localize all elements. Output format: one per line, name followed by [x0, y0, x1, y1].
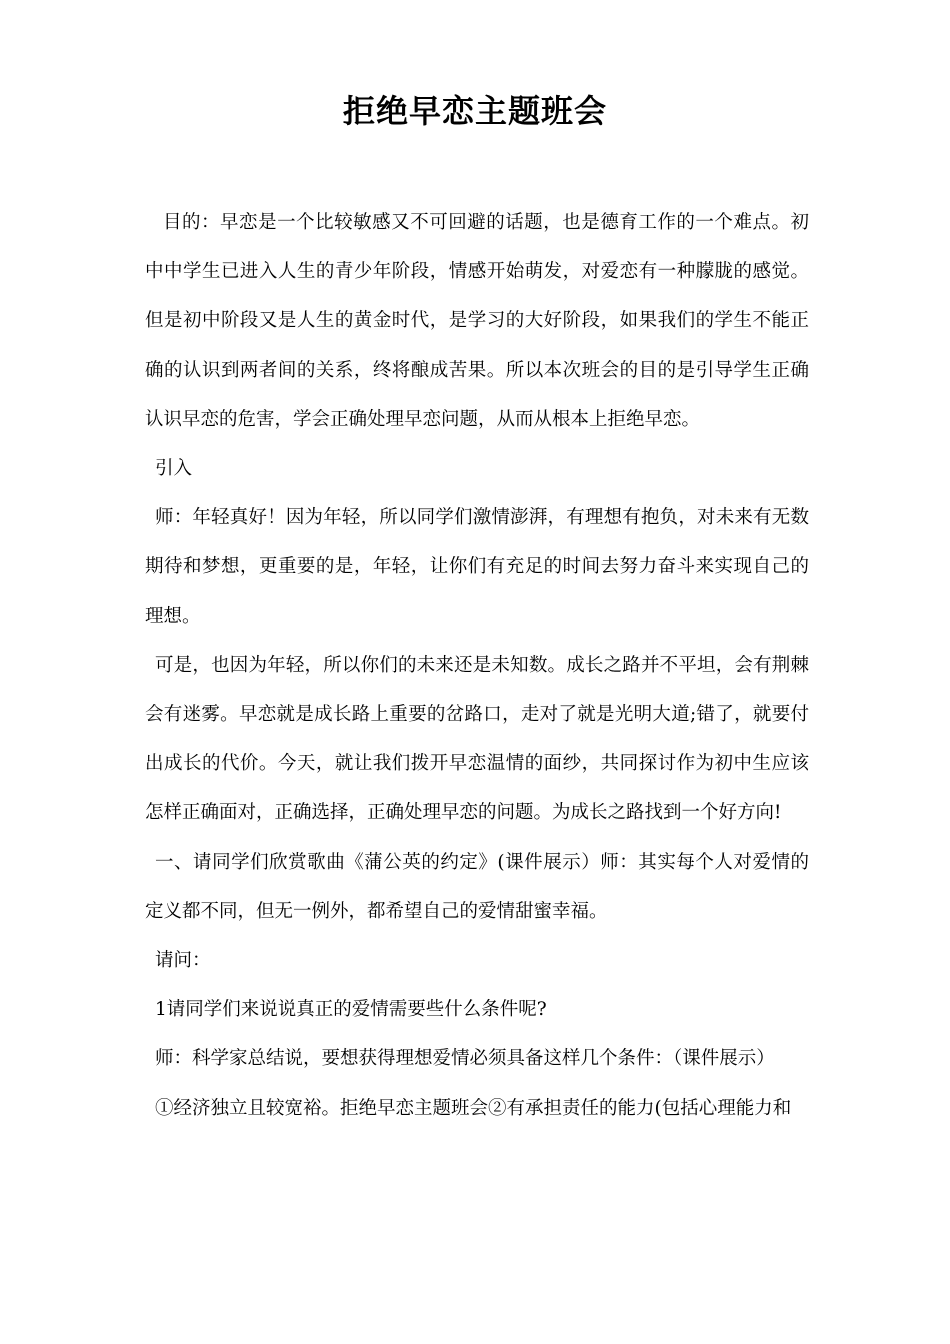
paragraph-purpose: 目的：早恋是一个比较敏感又不可回避的话题，也是德育工作的一个难点。初中中学生已进入人生的青少年阶段，情感开始萌发，对爱恋有一种朦胧的感觉。但是初中阶段又是人生的黄金时代，是学习的大好阶段，如果我们的学生不能正确的认识到两者间的关系，终将酿成苦果。所以本次班会的目的是引导学生正确认识早恋的危害，学会正确处理早恋问题，从而从根本上拒绝早恋。 [145, 212, 809, 430]
paragraph-teacher-conditions: 师：科学家总结说，要想获得理想爱情必须具备这样几个条件：（课件展示） [155, 1048, 775, 1070]
paragraph-section-one: 一、请同学们欣赏歌曲《蒲公英的约定》(课件展示）师：其实每个人对爱情的定义都不同，但无一例外，都希望自己的爱情甜蜜幸福。 [145, 851, 809, 922]
paragraph-question-label: 请问： [155, 950, 211, 972]
paragraph-question-one: 1请同学们来说说真正的爱情需要些什么条件呢? [155, 999, 547, 1021]
paragraph-growth-path: 可是，也因为年轻，所以你们的未来还是未知数。成长之路并不平坦，会有荆棘会有迷雾。早恋就是成长路上重要的岔路口，走对了就是光明大道;错了，就要付出成长的代价。今天，就让我们拨开早恋温情的面纱，共同探讨作为初中生应该怎样正确面对，正确选择，正确处理早恋的问题。为成长之路找到一个好方向! [145, 654, 809, 824]
paragraph-teacher-youth: 师：年轻真好！因为年轻，所以同学们激情澎湃，有理想有抱负，对未来有无数期待和梦想，更重要的是，年轻，让你们有充足的时间去努力奋斗来实现自己的理想。 [145, 507, 809, 627]
document-title: 拒绝早恋主题班会 [342, 92, 607, 130]
paragraph-intro-heading: 引入 [155, 458, 193, 480]
document-body [145, 198, 809, 1133]
paragraph-conditions-list: ①经济独立且较宽裕。拒绝早恋主题班会②有承担责任的能力(包括心理能力和 [155, 1097, 792, 1119]
